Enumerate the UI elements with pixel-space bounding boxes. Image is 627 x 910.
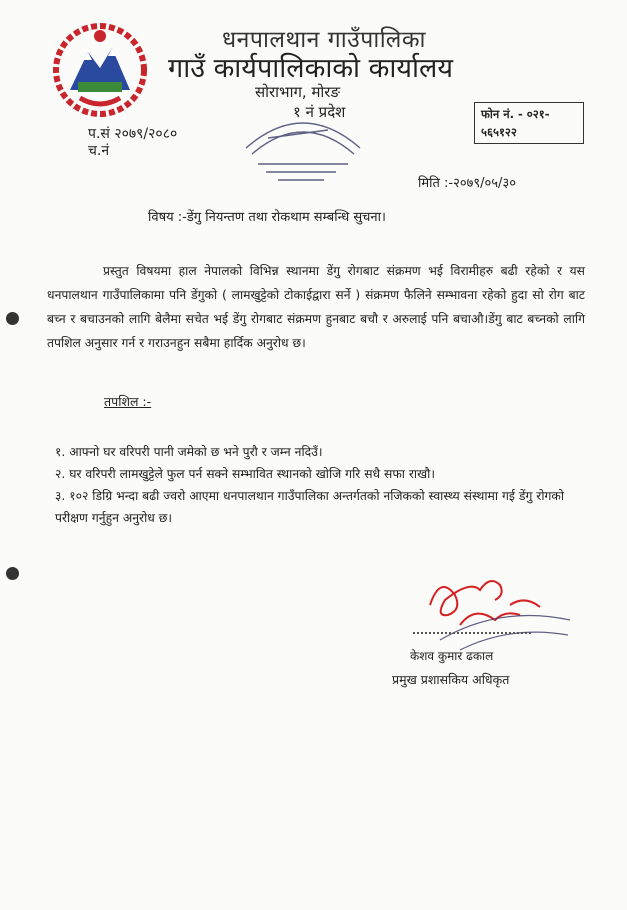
phone-box [474, 102, 584, 144]
list-item: ३. १०२ डिग्रि भन्दा बढी ज्वरो आएमा धनपालथान गाउँपालिका अन्तर्गतको नजिकको स्वास्थ्य संस्थामा गई डेंगु रोगको परीक्षण गर्नुहुन अनुरोध छ। [55, 489, 565, 525]
signatory-name: केशव कुमार ढकाल [410, 649, 494, 663]
details-list [55, 441, 595, 529]
province-label: १ नं प्रदेश [293, 103, 346, 121]
punch-hole [6, 567, 19, 580]
nepal-emblem-logo [50, 20, 150, 120]
letter-date: मिति :-२०७९/०५/३० [418, 176, 516, 191]
reference-number: प.सं २०७९/२०८० [88, 126, 178, 142]
signature-line [413, 632, 531, 634]
dispatch-number: च.नं [88, 143, 110, 159]
punch-hole [6, 312, 19, 325]
letter-body: प्रस्तुत विषयमा हाल नेपालको विभिन्न स्थानमा डेंगु रोगबाट संक्रमण भई विरामीहरु बढी रहेको र यस धनपालथान गाउँपालिकामा पनि डेंगुको ( लामखुट्टेको टोकाईद्वारा सर्ने ) संक्रमण फैलिने सम्भावना रहेको हुदा सो रोग बाट बच्न र बचाउनको लागि बेलैमा सचेत भई डेंगु रोगबाट संक्रमण हुनबाट बचौ र अरुलाई पनि बचाऔ।डेंगु बाट बच्नको लागि तपशिल अनुसार गर्न र गराउनहुन सबैमा हार्दिक अनुरोध छ। [47, 264, 585, 350]
office-name: गाउँ कार्यपालिकाको कार्यालय [168, 53, 453, 84]
office-location: सोराभाग, मोरङ [255, 83, 341, 101]
phone-line-2: ५६५१२२ [481, 125, 517, 139]
list-item: १. आफ्नो घर वरिपरी पानी जमेको छ भने पुरौ र जम्न नदिउँ। [55, 445, 323, 459]
signatory-title: प्रमुख प्रशासकिय अधिकृत [392, 672, 510, 687]
list-item: २. घर वरिपरी लामखुट्टेले फुल पर्न सक्ने सम्भावित स्थानको खोजि गरि सधै सफा राखौ। [55, 467, 436, 481]
signature-icon [400, 565, 575, 660]
letter-subject: विषय :-डेंगु नियन्तण तथा रोकथाम सम्बन्धि सुचना। [148, 210, 386, 225]
phone-line-1: फोन नं. - ०२१- [481, 107, 550, 121]
office-stamp-icon [238, 108, 368, 188]
municipality-name: धनपालथान गाउँपालिका [222, 27, 426, 53]
details-heading: तपशिल :- [104, 394, 152, 409]
